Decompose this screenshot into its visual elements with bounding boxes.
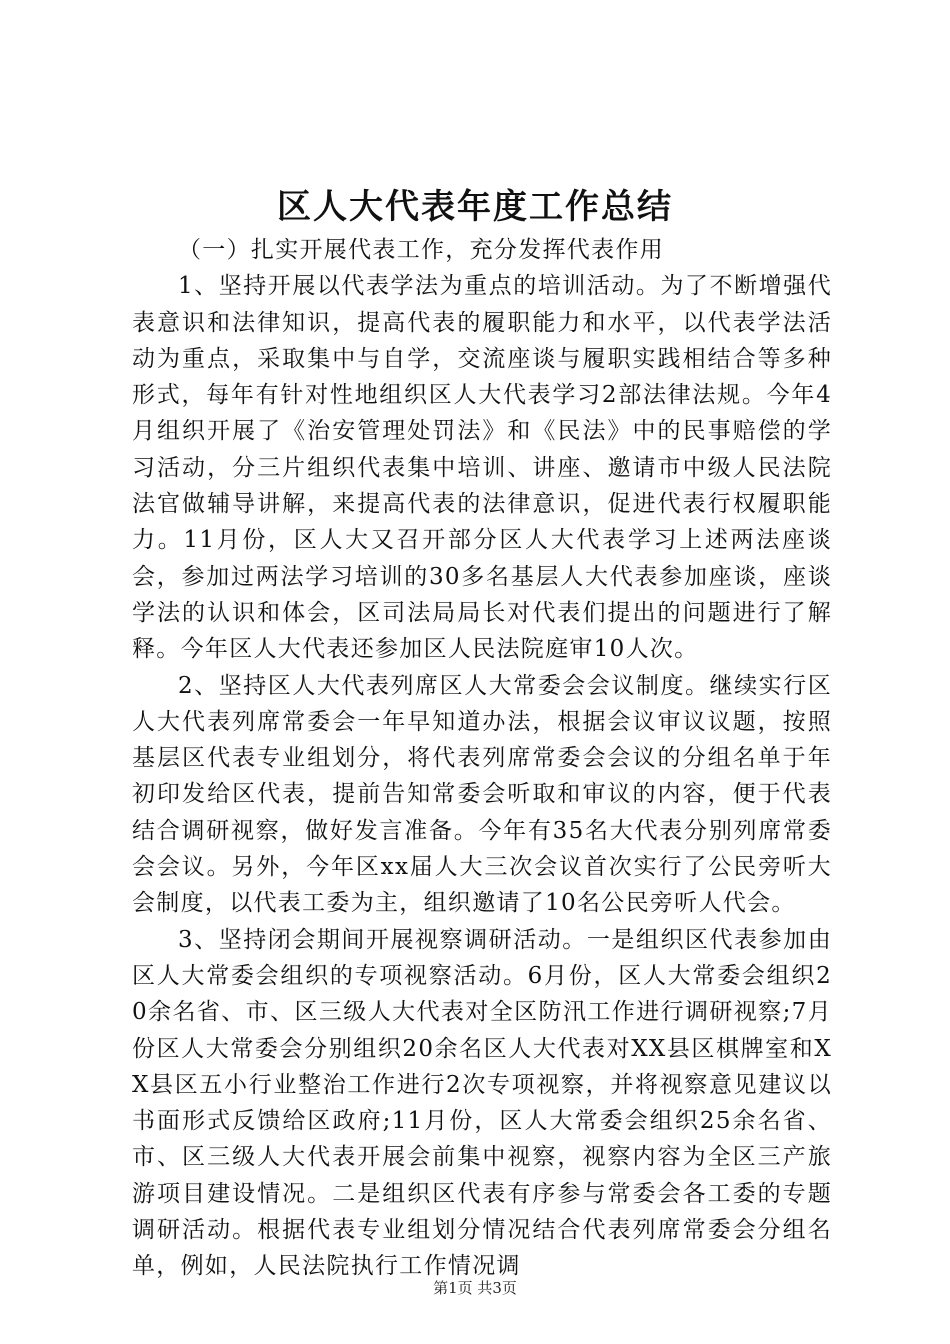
document-body (132, 232, 832, 1285)
paragraph-3: 3、坚持闭会期间开展视察调研活动。一是组织区代表参加由区人大常委会组织的专项视察活动。6月份，区人大常委会组织20余名省、市、区三级人大代表对全区防汛工作进行调研视察;7月份区人大常委会分别组织20余名区人大代表对XX县区棋牌室和XX县区五小行业整治工作进行2次专项视察，并将视察意见建议以书面形式反馈给区政府;11月份，区人大常委会组织25余名省、市、区三级人大代表开展会前集中视察，视察内容为全区三产旅游项目建设情况。二是组织区代表有序参与常委会各工委的专题调研活动。根据代表专业组划分情况结合代表列席常委会分组名单，例如，人民法院执行工作情况调 (132, 926, 832, 1280)
paragraph-2: 2、坚持区人大代表列席区人大常委会会议制度。继续实行区人大代表列席常委会一年早知道办法，根据会议审议议题，按照基层区代表专业组划分，将代表列席常委会会议的分组名单于年初印发给区代表，提前告知常委会听取和审议的内容，便于代表结合调研视察，做好发言准备。今年有35名大代表分别列席常委会会议。另外，今年区xx届人大三次会议首次实行了公民旁听大会制度，以代表工委为主，组织邀请了10名公民旁听人代会。 (132, 672, 832, 917)
paragraph-1: 1、坚持开展以代表学法为重点的培训活动。为了不断增强代表意识和法律知识，提高代表的履职能力和水平，以代表学法活动为重点，采取集中与自学，交流座谈与履职实践相结合等多种形式，每年有针对性地组织区人大代表学习2部法律法规。今年4月组织开展了《治安管理处罚法》和《民法》中的民事赔偿的学习活动，分三片组织代表集中培训、讲座、邀请市中级人民法院法官做辅导讲解，来提高代表的法律意识，促进代表行权履职能力。11月份，区人大又召开部分区人大代表学习上述两法座谈会，参加过两法学习培训的30多名基层人大代表参加座谈，座谈学法的认识和体会，区司法局局长对代表们提出的问题进行了解释。今年区人大代表还参加区人民法院庭审10人次。 (132, 273, 832, 663)
page-footer: 第1页 共3页 (433, 1279, 517, 1297)
section-heading: （一）扎实开展代表工作，充分发挥代表作用 (178, 237, 664, 263)
document-title: 区人大代表年度工作总结 (277, 187, 673, 227)
